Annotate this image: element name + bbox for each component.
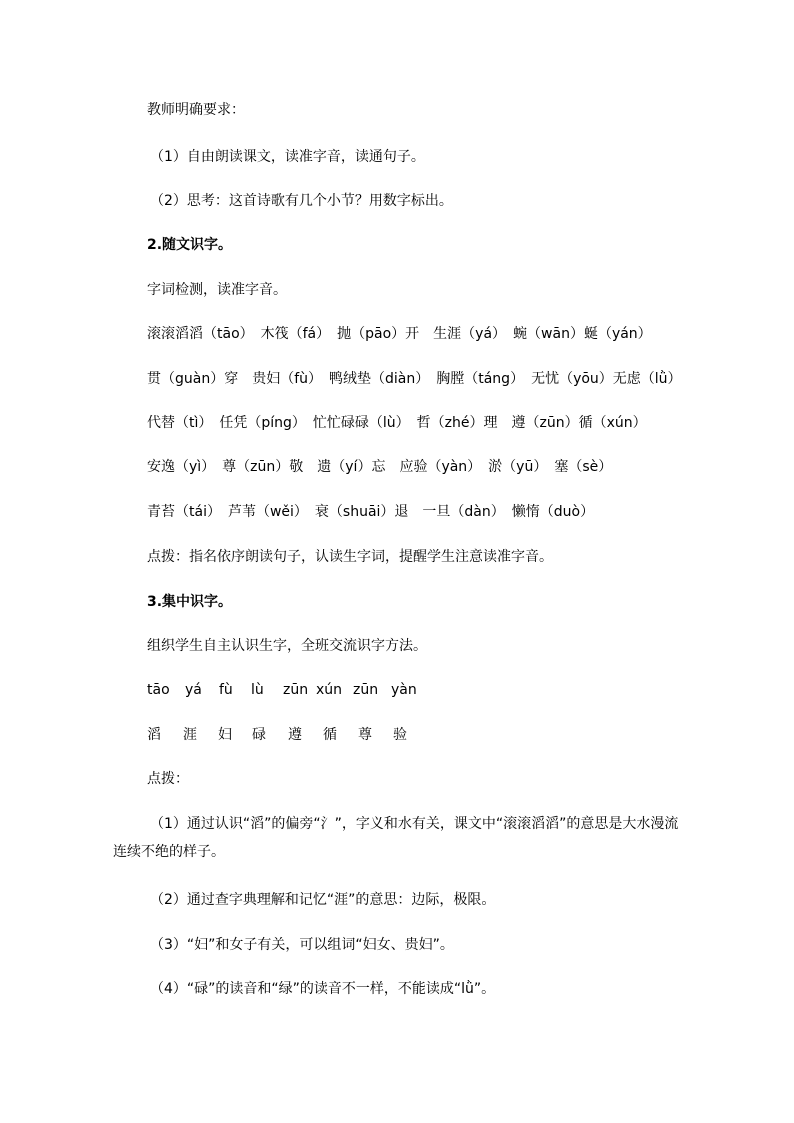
line-tip-reading: 点拨：指名依序朗读句子，认读生字词，提醒学生注意读准字音。 xyxy=(147,549,553,565)
section-heading-2: 2.随文识字。 xyxy=(147,237,233,253)
pinyin-item: fù xyxy=(219,682,233,698)
char-item: 碌 xyxy=(252,727,266,743)
char-item: 遵 xyxy=(288,727,302,743)
pinyin-item: zūn xyxy=(283,682,309,698)
line-requirement-1: （1）自由朗读课文，读准字音，读通句子。 xyxy=(150,149,425,165)
pinyin-item: lù xyxy=(251,682,264,698)
vocab-row-2: 贯（guàn）穿 贵妇（fù） 鸭绒垫（diàn） 胸膛（táng） 无忧（yōu）无虑（lǜ） xyxy=(147,371,682,387)
line-requirement-2: （2）思考：这首诗歌有几个小节？用数字标出。 xyxy=(150,193,453,209)
vocab-row-4: 安逸（yì） 尊（zūn）敬 遗（yí）忘 应验（yàn） 淤（yū） 塞（sè） xyxy=(147,459,613,475)
char-item: 循 xyxy=(323,727,337,743)
line-teacher-requirements: 教师明确要求： xyxy=(147,102,245,118)
vocab-row-3: 代替（tì） 任凭（píng） 忙忙碌碌（lù） 哲（zhé）理 遵（zūn）循（xún） xyxy=(147,415,647,431)
line-word-check: 字词检测，读准字音。 xyxy=(147,282,287,298)
pinyin-item: tāo xyxy=(147,682,170,698)
char-item: 妇 xyxy=(218,727,232,743)
tip-line-2: （2）通过查字典理解和记忆“涯”的意思：边际，极限。 xyxy=(150,892,496,908)
char-item: 涯 xyxy=(183,727,197,743)
vocab-row-1: 滚滚滔滔（tāo） 木筏（fá） 抛（pāo）开 生涯（yá） 蜿（wān）蜒（yán） xyxy=(147,326,652,342)
vocab-row-5: 青苔（tái） 芦苇（wěi） 衰（shuāi）退 一旦（dàn） 懒惰（duò） xyxy=(147,504,595,520)
line-tip-label: 点拨： xyxy=(147,771,189,787)
pinyin-item: xún xyxy=(316,682,343,698)
tip-line-4: （4）“碌”的读音和“绿”的读音不一样，不能读成“lǜ”。 xyxy=(150,981,496,997)
section-heading-3: 3.集中识字。 xyxy=(147,594,233,610)
tip-line-3: （3）“妇”和女子有关，可以组词“妇女、贵妇”。 xyxy=(150,937,454,953)
char-item: 尊 xyxy=(358,727,372,743)
line-organize: 组织学生自主认识生字，全班交流识字方法。 xyxy=(147,638,427,654)
tip-paragraph-1: （1）通过认识“滔”的偏旁“氵”，字义和水有关，课文中“滚滚滔滔”的意思是大水漫流连续不绝的样子。 xyxy=(113,816,679,860)
pinyin-item: zūn xyxy=(353,682,379,698)
char-item: 滔 xyxy=(147,727,161,743)
char-item: 验 xyxy=(393,727,407,743)
pinyin-item: yàn xyxy=(391,682,417,698)
pinyin-item: yá xyxy=(185,682,202,698)
